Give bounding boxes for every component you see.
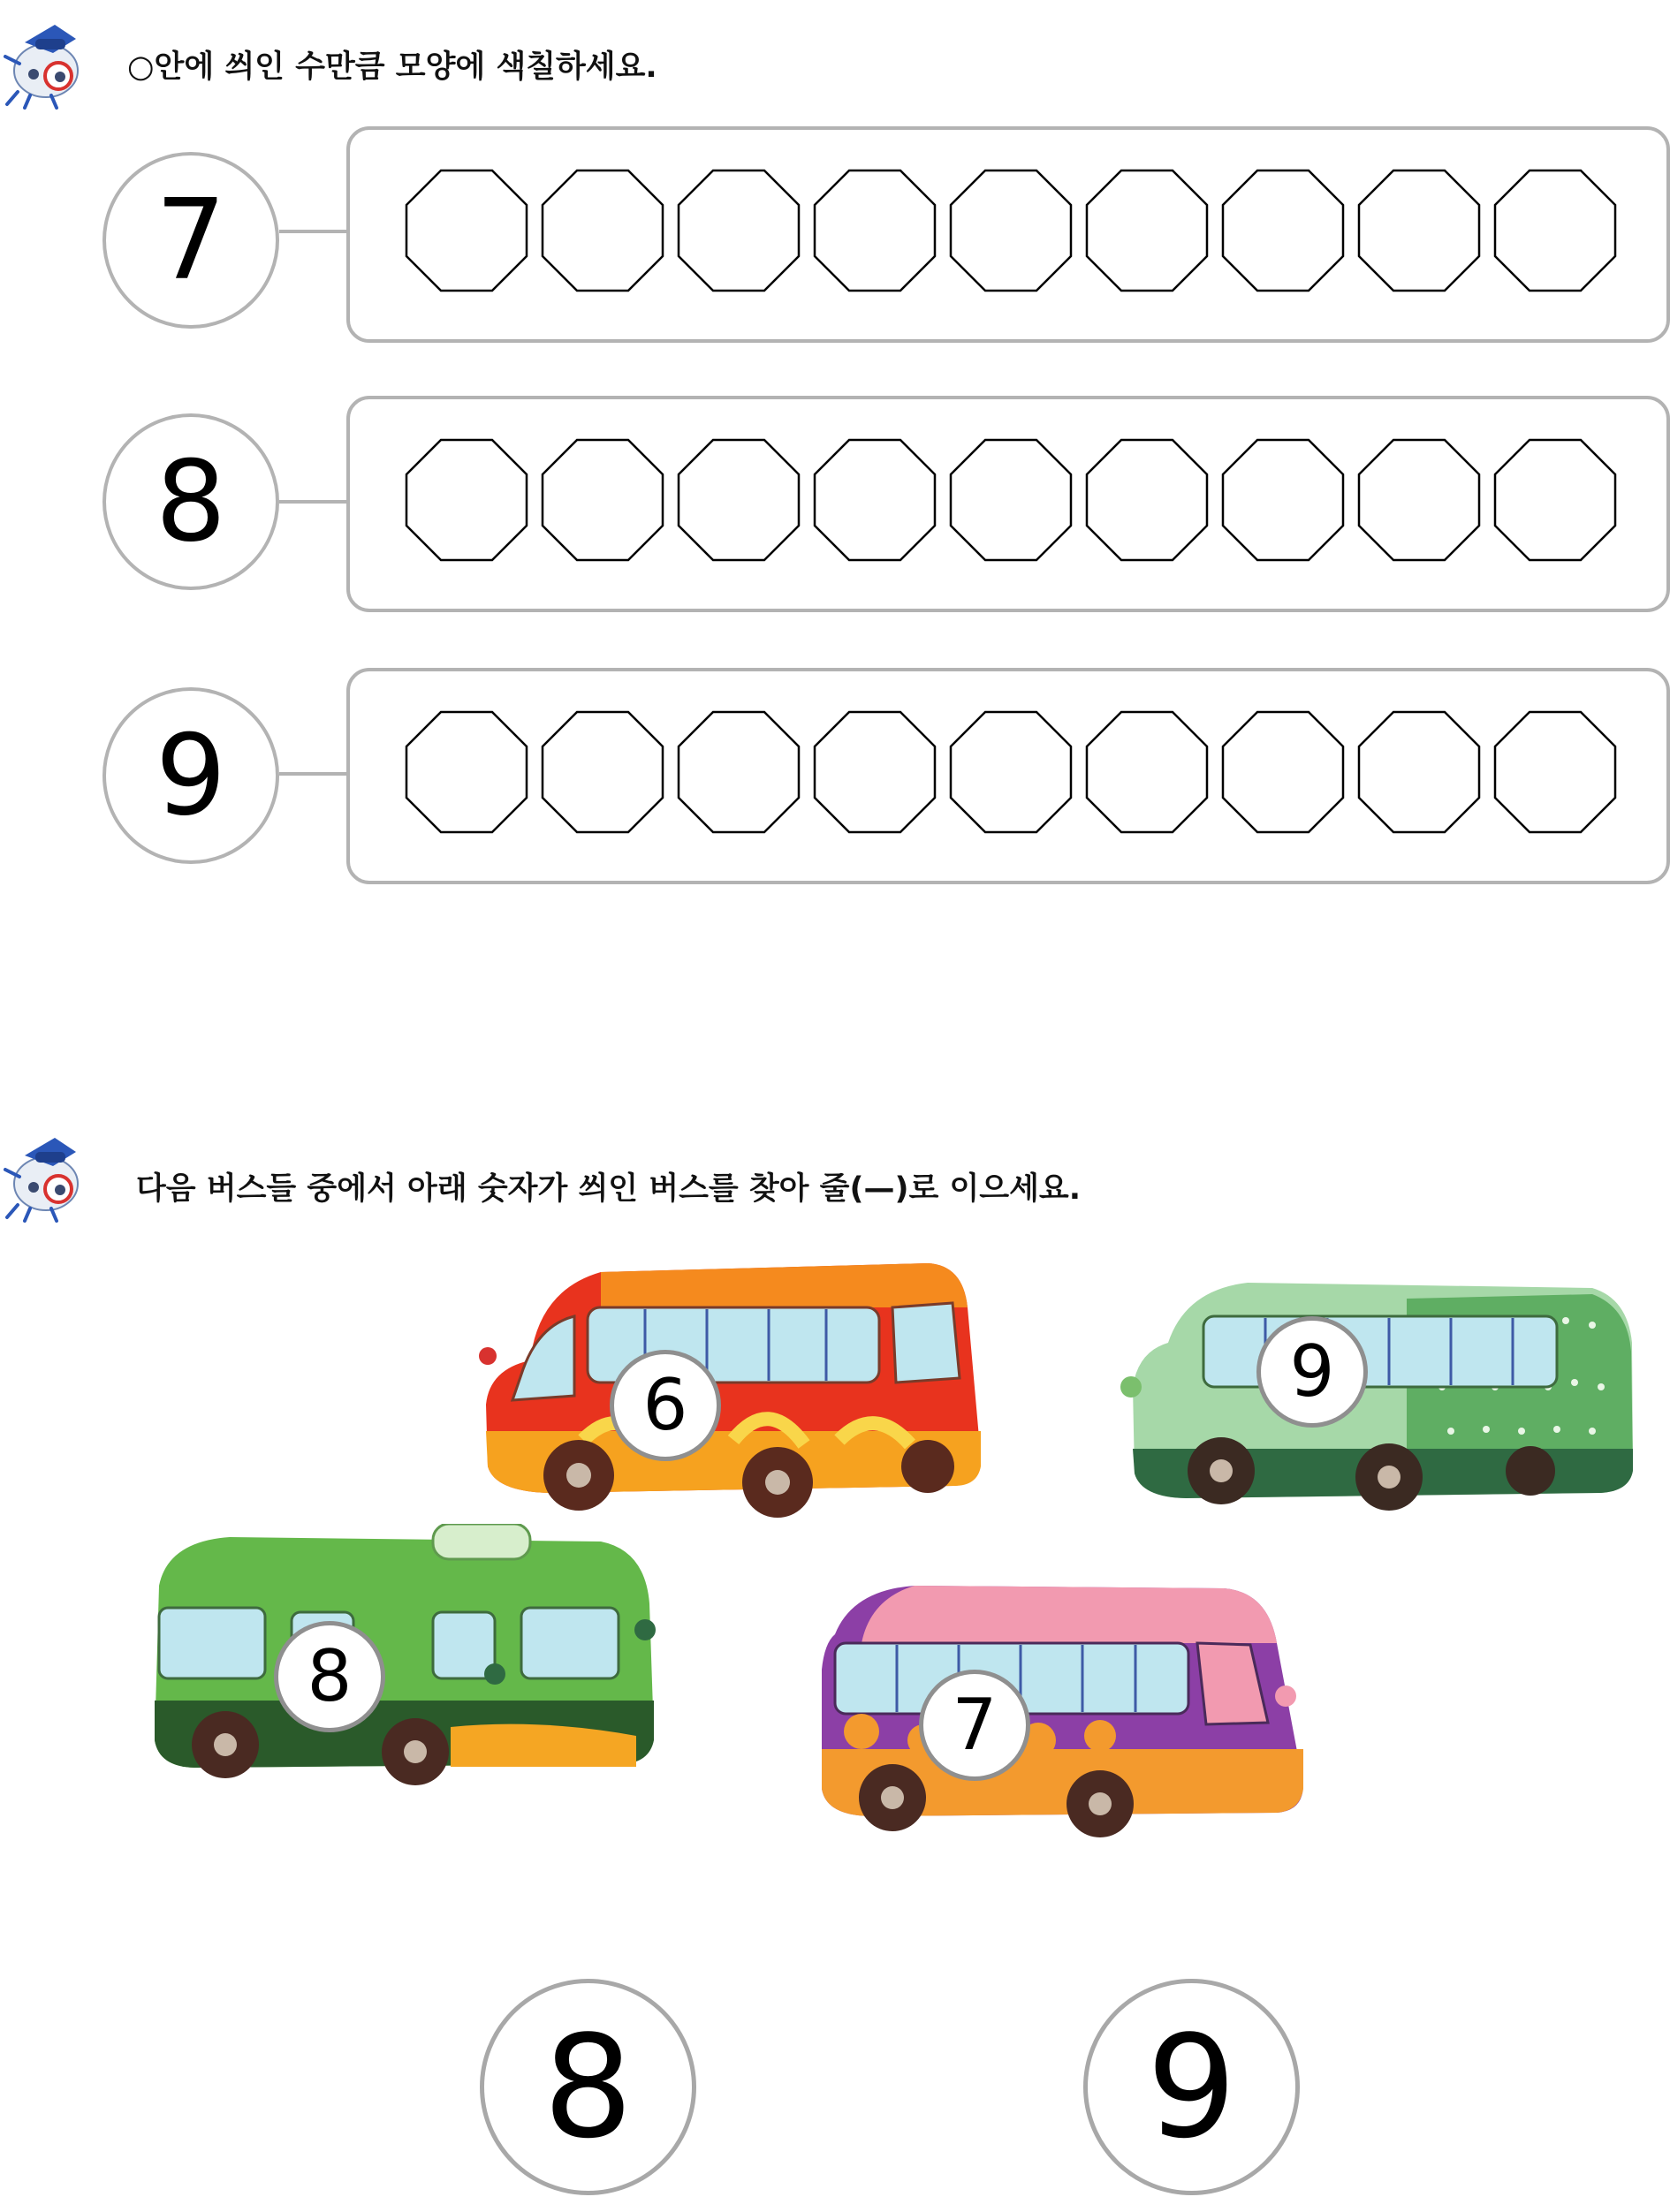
octagon-icon[interactable]: [677, 710, 801, 834]
octagon-icon[interactable]: [1493, 710, 1617, 834]
octagon-icon[interactable]: [541, 710, 664, 834]
instruction-1: ○안에 씌인 수만큼 모양에 색칠하세요.: [127, 49, 657, 85]
connector-line: [279, 500, 348, 504]
bus-number-6: 6: [610, 1350, 721, 1461]
octagon-icon[interactable]: [405, 438, 528, 562]
bus-8[interactable]: [141, 1524, 672, 1807]
bus-number-7: 7: [919, 1670, 1030, 1781]
octagon-icon[interactable]: [949, 438, 1073, 562]
octagon-icon[interactable]: [1085, 710, 1209, 834]
bus-6[interactable]: [468, 1254, 990, 1533]
octagon-icon[interactable]: [541, 438, 664, 562]
octagon-icon[interactable]: [1085, 438, 1209, 562]
octagon-icon[interactable]: [541, 169, 664, 292]
octagon-icon[interactable]: [813, 438, 937, 562]
octagon-icon[interactable]: [813, 710, 937, 834]
instruction-2: 다음 버스들 중에서 아래 숫자가 씌인 버스를 찾아 줄(—)로 이으세요.: [136, 1171, 1082, 1207]
octagon-icon[interactable]: [1357, 438, 1481, 562]
number-circle-9: 9: [102, 687, 279, 864]
mascot-icon: [0, 1125, 97, 1223]
target-circle-9[interactable]: 9: [1083, 1979, 1300, 2195]
octagon-group-2: [405, 438, 1617, 562]
octagon-icon[interactable]: [1493, 438, 1617, 562]
connector-line: [279, 230, 348, 233]
number-circle-8: 8: [102, 413, 279, 590]
octagon-icon[interactable]: [1085, 169, 1209, 292]
octagon-group-3: [405, 710, 1617, 834]
octagon-icon[interactable]: [1357, 169, 1481, 292]
octagon-icon[interactable]: [405, 169, 528, 292]
octagon-icon[interactable]: [949, 169, 1073, 292]
bus-9[interactable]: [1115, 1272, 1636, 1528]
shape-row-1: [346, 126, 1670, 343]
connector-line: [279, 772, 348, 776]
bus-number-8: 8: [274, 1621, 385, 1732]
bus-7[interactable]: [808, 1572, 1317, 1842]
octagon-group-1: [405, 169, 1617, 292]
mascot-icon: [0, 12, 97, 110]
octagon-icon[interactable]: [405, 710, 528, 834]
octagon-icon[interactable]: [949, 710, 1073, 834]
target-circle-8[interactable]: 8: [480, 1979, 696, 2195]
octagon-icon[interactable]: [1221, 438, 1345, 562]
octagon-icon[interactable]: [813, 169, 937, 292]
octagon-icon[interactable]: [1221, 710, 1345, 834]
shape-row-3: [346, 668, 1670, 884]
octagon-icon[interactable]: [677, 169, 801, 292]
octagon-icon[interactable]: [677, 438, 801, 562]
octagon-icon[interactable]: [1221, 169, 1345, 292]
octagon-icon[interactable]: [1357, 710, 1481, 834]
number-circle-7: 7: [102, 152, 279, 329]
bus-number-9: 9: [1256, 1316, 1368, 1428]
octagon-icon[interactable]: [1493, 169, 1617, 292]
shape-row-2: [346, 396, 1670, 612]
